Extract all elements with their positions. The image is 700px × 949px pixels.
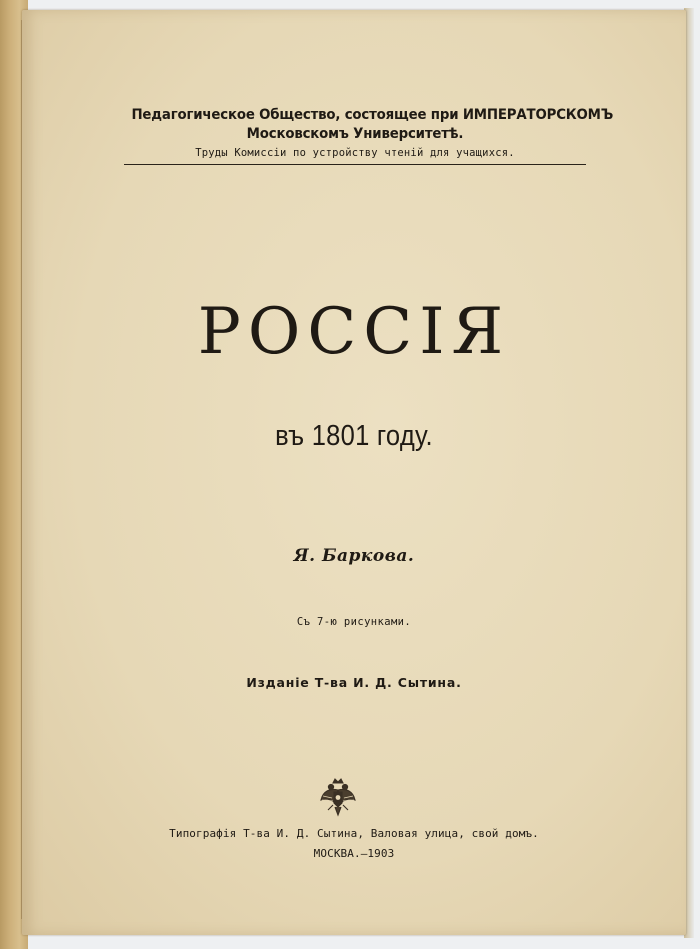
header-divider <box>124 164 586 165</box>
publisher-line: Изданіе Т-ва И. Д. Сытина. <box>246 675 462 690</box>
printer-address: Типографія Т-ва И. Д. Сытина, Валовая улица, свой домъ. <box>169 827 539 840</box>
society-name-line-2: Московскомъ Университетѣ. <box>246 126 464 142</box>
book-subtitle: въ 1801 году. <box>275 420 433 452</box>
commission-line: Труды Комиссіи по устройству чтеній для учащихся. <box>195 147 515 159</box>
illustrations-note: Съ 7-ю рисунками. <box>296 616 412 628</box>
title-page <box>22 10 686 935</box>
author-name: Я. Баркова. <box>293 546 415 566</box>
double-headed-eagle-icon <box>318 776 358 820</box>
society-name-line-1: Педагогическое Общество, состоящее при ИМПЕРАТОРСКОМЪ <box>131 107 614 123</box>
society-header <box>112 106 614 165</box>
book-title: РОССІЯ <box>197 295 511 369</box>
printer-imprint <box>22 824 686 864</box>
place-and-year: МОСКВА.—1903 <box>313 847 395 860</box>
